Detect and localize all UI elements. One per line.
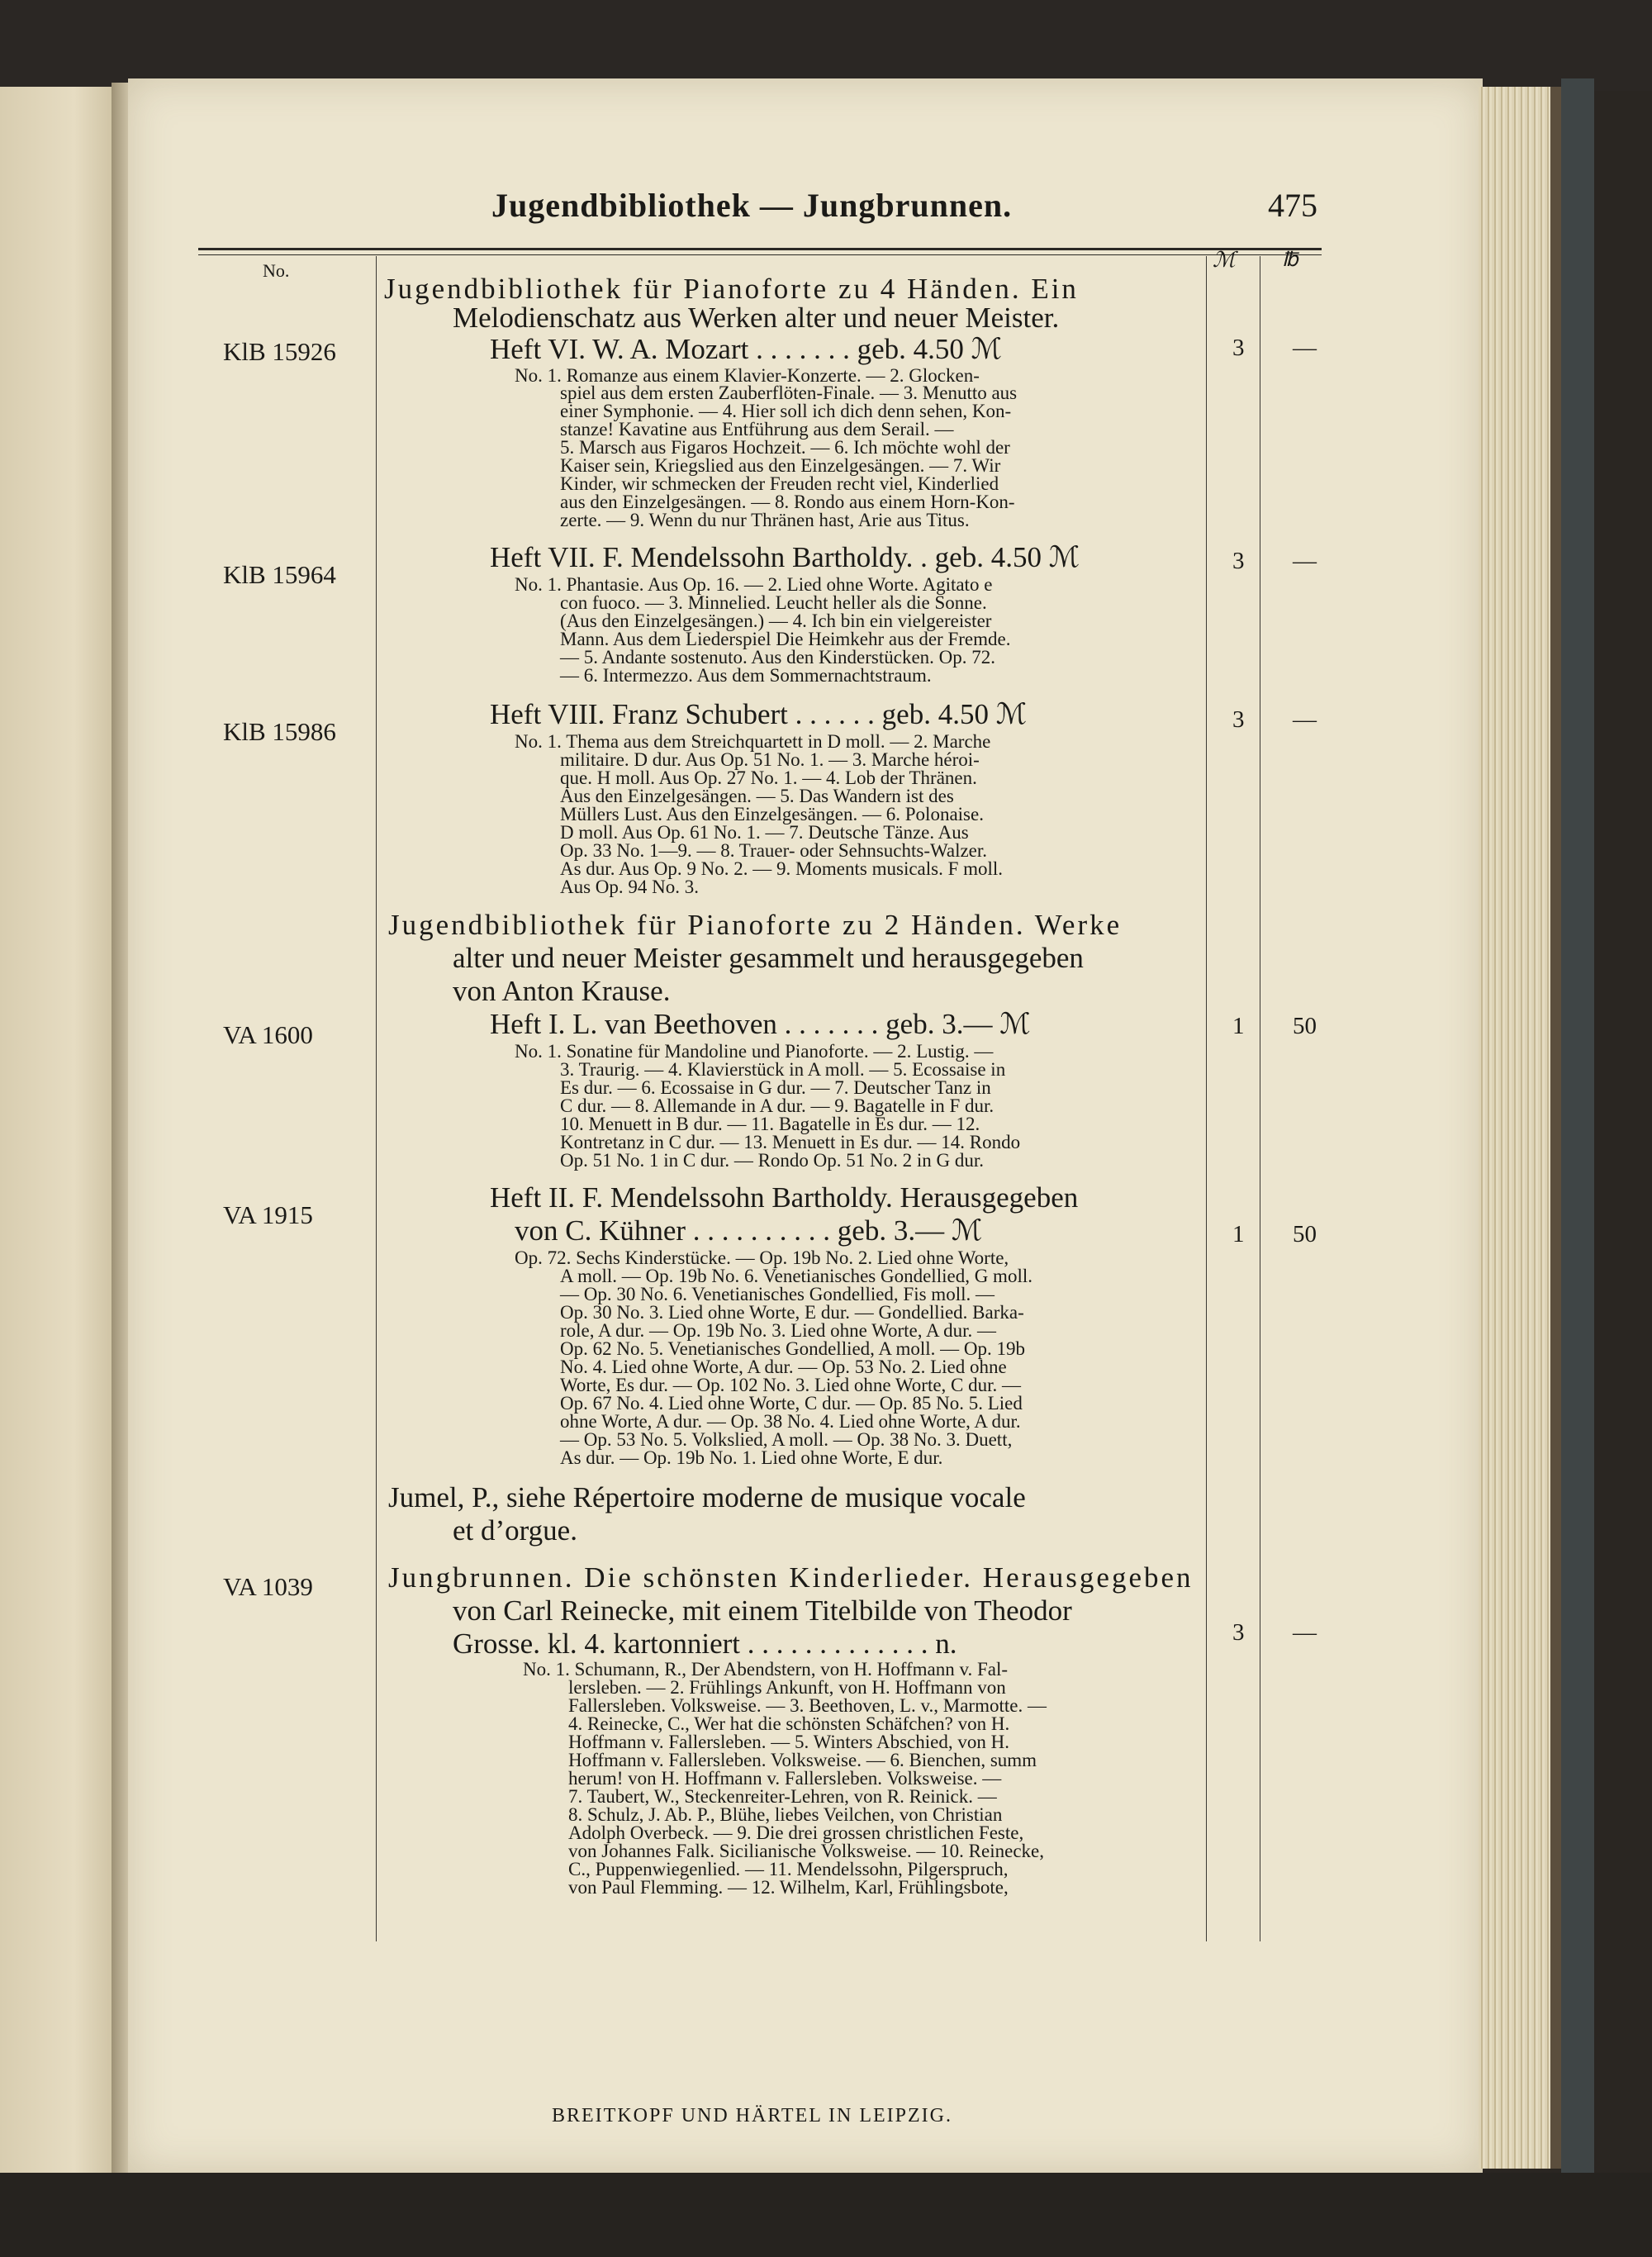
price-mark: 3 — [1232, 335, 1245, 361]
text-line: 10. Menuett in B dur. — 11. Bagatelle in Es dur. — 12. — [560, 1114, 980, 1134]
catalog-number: KlB 15964 — [223, 560, 336, 589]
background-top — [0, 0, 1652, 91]
text-line: Op. 67 No. 4. Lied ohne Worte, C dur. — Op. 85 No. 5. Lied — [560, 1393, 1023, 1414]
text-line: No. 1. Schumann, R., Der Abendstern, von H. Hoffmann v. Fal- — [523, 1659, 1009, 1680]
publisher-footer: BREITKOPF UND HÄRTEL IN LEIPZIG. — [552, 2105, 952, 2126]
text-line: von C. Kühner . . . . . . . . . . geb. 3.— ℳ — [515, 1214, 983, 1247]
text-line: militaire. D dur. Aus Op. 51 No. 1. — 3. Marche héroi- — [560, 749, 980, 770]
text-line: Heft VII. F. Mendelssohn Bartholdy. . geb. 4.50 ℳ — [490, 541, 1080, 573]
text-line: C dur. — 8. Allemande in A dur. — 9. Bagatelle in F dur. — [560, 1095, 995, 1116]
text-line: Kontretanz in C dur. — 13. Menuett in Es dur. — 14. Rondo — [560, 1132, 1021, 1152]
text-line: alter und neuer Meister gesammelt und herausgegeben — [453, 942, 1084, 974]
price-mark: 3 — [1232, 548, 1245, 574]
text-line: que. H moll. Aus Op. 27 No. 1. — 4. Lob der Thränen. — [560, 767, 977, 788]
price-pfennig: 50 — [1293, 1013, 1317, 1039]
text-line: zerte. — 9. Wenn du nur Thränen hast, Arie aus Titus. — [560, 510, 970, 530]
text-line: role, A dur. — Op. 19b No. 3. Lied ohne Worte, A dur. — — [560, 1320, 996, 1341]
price-pfennig: — — [1293, 1619, 1317, 1646]
price-pfennig: — — [1293, 706, 1317, 733]
catalog-number: VA 1600 — [223, 1020, 313, 1049]
text-line: Adolph Overbeck. — 9. Die drei grossen christlichen Feste, — [568, 1822, 1024, 1843]
price-mark: 3 — [1232, 1619, 1245, 1646]
text-line: Jungbrunnen. Die schönsten Kinderlieder. Herausgegeben — [388, 1561, 1194, 1594]
text-line: spiel aus dem ersten Zauberflöten-Finale. — 3. Menutto aus — [560, 383, 1018, 403]
text-line: Müllers Lust. Aus den Einzelgesängen. — 6. Polonaise. — [560, 804, 984, 824]
text-line: einer Symphonie. — 4. Hier soll ich dich denn sehen, Kon- — [560, 401, 1012, 421]
text-line: — 5. Andante sostenuto. Aus den Kinderstücken. Op. 72. — [560, 647, 996, 668]
running-header: Jugendbibliothek — Jungbrunnen. — [491, 187, 1013, 224]
text-line: Op. 72. Sechs Kinderstücke. — Op. 19b No. 2. Lied ohne Worte, — [515, 1247, 1009, 1268]
header-rule-thin — [198, 254, 1322, 255]
price-mark: 1 — [1232, 1013, 1245, 1039]
text-line: von Anton Krause. — [453, 975, 671, 1007]
text-line: As dur. — Op. 19b No. 1. Lied ohne Worte, E dur. — [560, 1447, 943, 1468]
text-line: — Op. 30 No. 6. Venetianisches Gondellied, Fis moll. — — [560, 1284, 995, 1304]
price-mark: 3 — [1232, 706, 1245, 733]
text-line: Heft VI. W. A. Mozart . . . . . . . geb. 4.50 ℳ — [490, 333, 1003, 365]
text-line: ohne Worte, A dur. — Op. 38 No. 4. Lied ohne Worte, A dur. — [560, 1411, 1021, 1432]
text-line: von Paul Flemming. — 12. Wilhelm, Karl, Frühlingsbote, — [568, 1877, 1009, 1898]
text-line: 5. Marsch aus Figaros Hochzeit. — 6. Ich möchte wohl der — [560, 437, 1010, 458]
text-line: Jumel, P., siehe Répertoire moderne de musique vocale — [388, 1481, 1026, 1513]
text-line: Heft I. L. van Beethoven . . . . . . . geb. 3.— ℳ — [490, 1008, 1031, 1040]
text-line: No. 1. Thema aus dem Streichquartett in D moll. — 2. Marche — [515, 731, 991, 752]
column-header-mark: ℳ — [1213, 248, 1236, 272]
header-rule — [198, 248, 1322, 250]
left-page-edge — [0, 87, 124, 2202]
text-line: Kinder, wir schmecken der Freuden recht viel, Kinderlied — [560, 473, 999, 494]
text-line: Hoffmann v. Fallersleben. — 5. Winters Abschied, von H. — [568, 1732, 1009, 1752]
text-line: Op. 62 No. 5. Venetianisches Gondellied, A moll. — Op. 19b — [560, 1338, 1026, 1359]
text-line: No. 1. Romanze aus einem Klavier-Konzerte. — 2. Glocken- — [515, 365, 980, 386]
column-header-pfennig: ℔ — [1282, 249, 1298, 271]
page-edges — [1479, 87, 1561, 2169]
book-cover-edge — [1561, 78, 1594, 2177]
text-line: Jugendbibliothek für Pianoforte zu 2 Händen. Werke — [388, 909, 1123, 941]
catalog-number: KlB 15926 — [223, 337, 336, 366]
text-line: D moll. Aus Op. 61 No. 1. — 7. Deutsche Tänze. Aus — [560, 822, 969, 843]
text-line: 4. Reinecke, C., Wer hat die schönsten Schäfchen? von H. — [568, 1713, 1010, 1734]
text-line: et d’orgue. — [453, 1514, 577, 1547]
text-line: No. 1. Sonatine für Mandoline und Pianoforte. — 2. Lustig. — — [515, 1041, 994, 1062]
text-line: Mann. Aus dem Liederspiel Die Heimkehr aus der Fremde. — [560, 629, 1011, 649]
catalog-number: VA 1039 — [223, 1572, 313, 1601]
text-line: Heft II. F. Mendelssohn Bartholdy. Herausgegeben — [490, 1181, 1079, 1214]
text-line: Kaiser sein, Kriegslied aus den Einzelgesängen. — 7. Wir — [560, 455, 1001, 476]
text-line: Jugendbibliothek für Pianoforte zu 4 Händen. Ein — [384, 273, 1079, 305]
column-divider-left — [376, 256, 377, 1941]
text-line: 7. Taubert, W., Steckenreiter-Lehren, von R. Reinick. — — [568, 1786, 997, 1807]
text-line: Worte, Es dur. — Op. 102 No. 3. Lied ohne Worte, C dur. — — [560, 1375, 1022, 1395]
text-line: Fallersleben. Volksweise. — 3. Beethoven, L. v., Marmotte. — — [568, 1695, 1047, 1716]
price-pfennig: — — [1293, 335, 1317, 361]
text-line: A moll. — Op. 19b No. 6. Venetianisches Gondellied, G moll. — [560, 1266, 1032, 1286]
text-line: lersleben. — 2. Frühlings Ankunft, von H. Hoffmann von — [568, 1677, 1006, 1698]
column-header-no: No. — [263, 260, 290, 281]
text-line: stanze! Kavatine aus Entführung aus dem Serail. — — [560, 419, 954, 440]
text-line: C., Puppenwiegenlied. — 11. Mendelssohn, Pilgerspruch, — [568, 1859, 1009, 1879]
text-line: Melodienschatz aus Werken alter und neuer Meister. — [453, 302, 1060, 334]
text-line: Hoffmann v. Fallersleben. Volksweise. — 6. Bienchen, summ — [568, 1750, 1037, 1770]
text-line: Aus den Einzelgesängen. — 5. Das Wandern ist des — [560, 786, 954, 806]
text-line: con fuoco. — 3. Minnelied. Leucht heller als die Sonne. — [560, 592, 987, 613]
text-line: (Aus den Einzelgesängen.) — 4. Ich bin ein vielgereister — [560, 611, 992, 631]
background-bottom — [0, 2173, 1652, 2257]
text-line: No. 4. Lied ohne Worte, A dur. — Op. 53 No. 2. Lied ohne — [560, 1357, 1007, 1377]
text-line: von Carl Reinecke, mit einem Titelbilde von Theodor — [453, 1594, 1072, 1627]
price-mark: 1 — [1232, 1221, 1245, 1247]
text-line: — 6. Intermezzo. Aus dem Sommernachtstraum. — [560, 665, 932, 686]
text-line: Grosse. kl. 4. kartonniert . . . . . . . . . . . . . n. — [453, 1627, 957, 1660]
text-line: Op. 30 No. 3. Lied ohne Worte, E dur. — Gondellied. Barka- — [560, 1302, 1024, 1323]
text-line: Es dur. — 6. Ecossaise in G dur. — 7. Deutscher Tanz in — [560, 1077, 991, 1098]
text-line: aus den Einzelgesängen. — 8. Rondo aus einem Horn-Kon- — [560, 492, 1015, 512]
text-line: 3. Traurig. — 4. Klavierstück in A moll. — 5. Ecossaise in — [560, 1059, 1006, 1080]
price-pfennig: — — [1293, 548, 1317, 574]
text-line: — Op. 53 No. 5. Volkslied, A moll. — Op. 38 No. 3. Duett, — [560, 1429, 1013, 1450]
catalog-number: VA 1915 — [223, 1200, 313, 1229]
page-number: 475 — [1268, 187, 1317, 224]
text-line: Aus Op. 94 No. 3. — [560, 877, 700, 897]
text-line: Op. 51 No. 1 in C dur. — Rondo Op. 51 No. 2 in G dur. — [560, 1150, 985, 1171]
column-divider-mark — [1206, 256, 1207, 1941]
text-line: von Johannes Falk. Sicilianische Volksweise. — 10. Reinecke, — [568, 1841, 1044, 1861]
text-line: As dur. Aus Op. 9 No. 2. — 9. Moments musicals. F moll. — [560, 858, 1004, 879]
text-line: 8. Schulz, J. Ab. P., Blühe, liebes Veilchen, von Christian — [568, 1804, 1003, 1825]
text-line: Heft VIII. Franz Schubert . . . . . . geb. 4.50 ℳ — [490, 698, 1028, 730]
catalog-number: KlB 15986 — [223, 717, 336, 746]
text-line: No. 1. Phantasie. Aus Op. 16. — 2. Lied ohne Worte. Agitato e — [515, 574, 993, 595]
text-line: herum! von H. Hoffmann v. Fallersleben. Volksweise. — — [568, 1768, 1002, 1789]
price-pfennig: 50 — [1293, 1221, 1317, 1247]
text-line: Op. 33 No. 1—9. — 8. Trauer- oder Sehnsuchts-Walzer. — [560, 840, 988, 861]
